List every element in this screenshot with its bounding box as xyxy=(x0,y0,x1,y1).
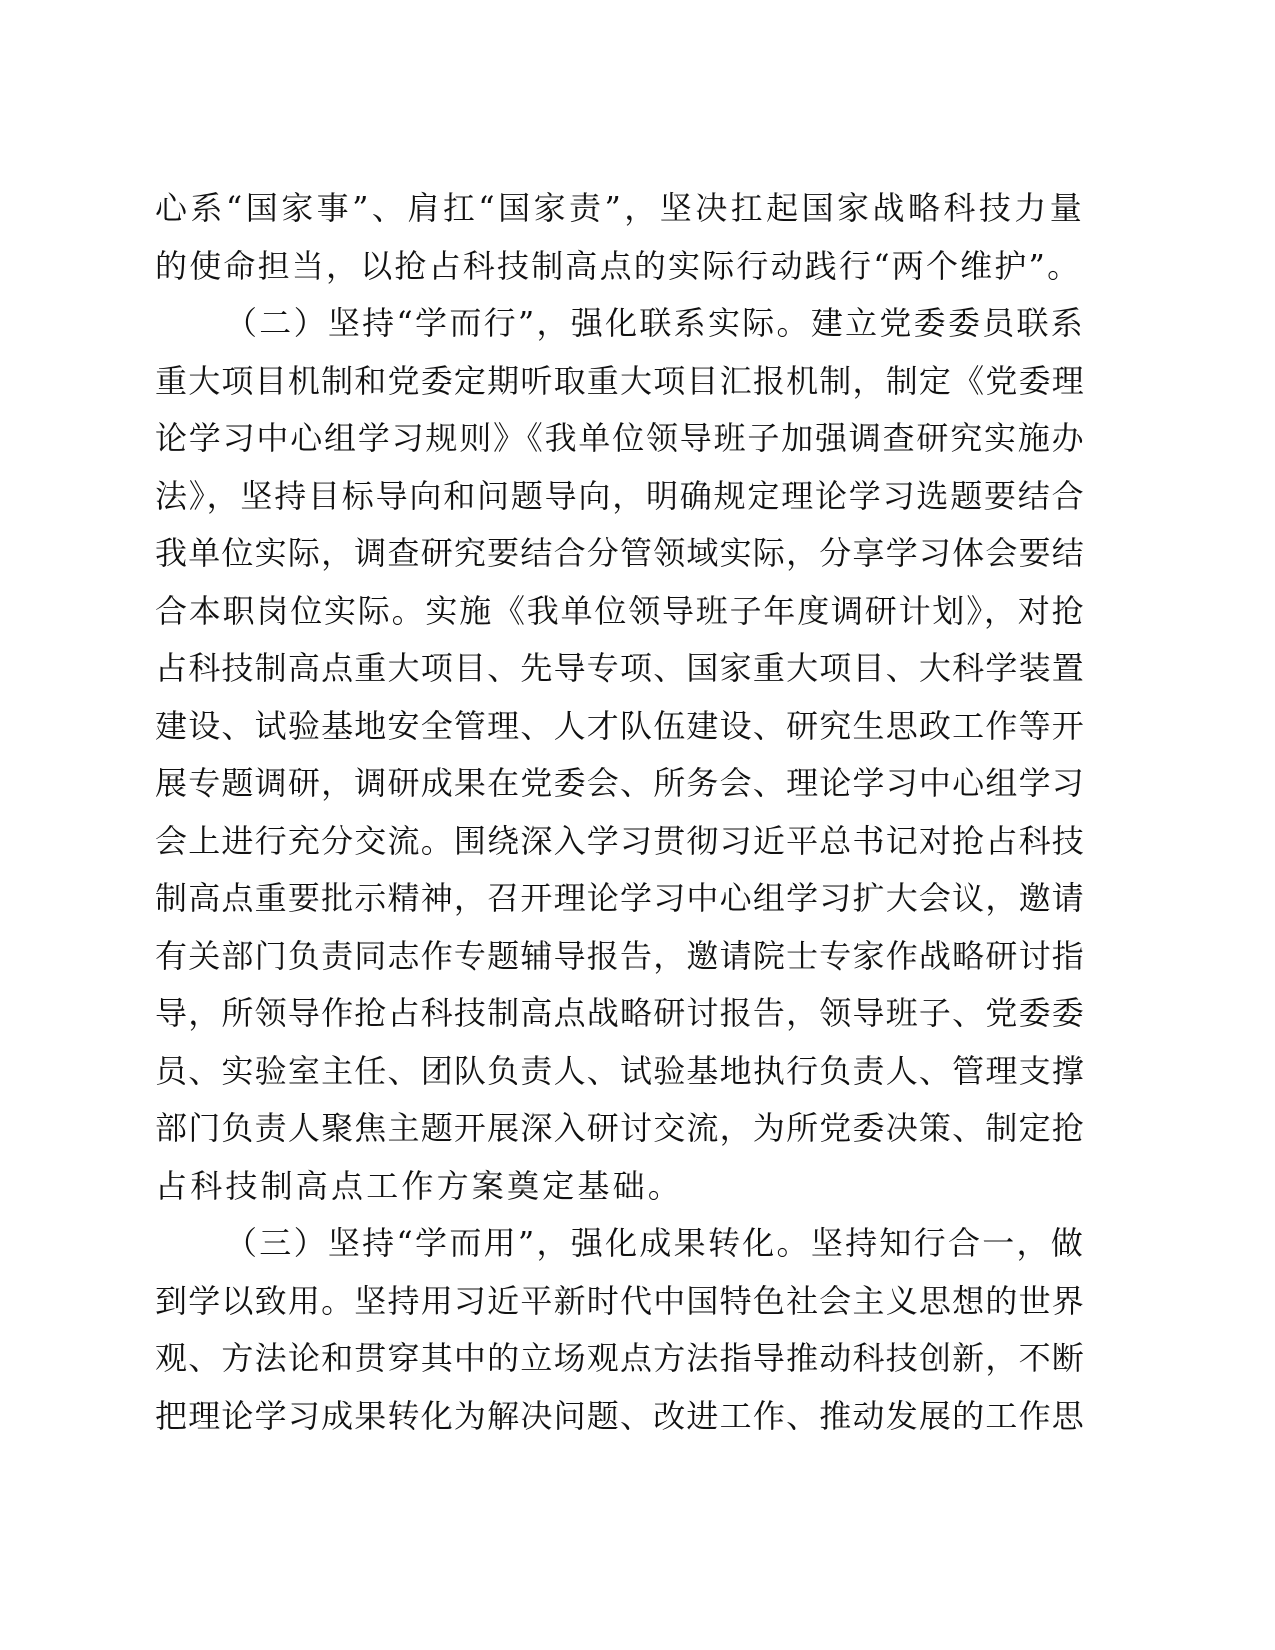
text-line: 员、实验室主任、团队负责人、试验基地执行负责人、管理支撑 xyxy=(155,1051,1085,1090)
text-line: 到学以致用。坚持用习近平新时代中国特色社会主义思想的世界 xyxy=(155,1281,1085,1320)
text-line: （三）坚持“学而用”，强化成果转化。坚持知行合一，做 xyxy=(225,1224,1085,1262)
text-line: 会上进行充分交流。围绕深入学习贯彻习近平总书记对抢占科技 xyxy=(155,821,1085,860)
text-line: 占科技制高点重大项目、先导专项、国家重大项目、大科学装置 xyxy=(155,649,1085,687)
text-line: 重大项目机制和党委定期听取重大项目汇报机制，制定《党委理 xyxy=(155,361,1085,400)
paragraph-1 xyxy=(155,180,1085,295)
text-line: 部门负责人聚焦主题开展深入研讨交流，为所党委决策、制定抢 xyxy=(155,1109,1085,1147)
text-line: 把理论学习成果转化为解决问题、改进工作、推动发展的工作思 xyxy=(155,1396,1085,1435)
text-line: 的使命担当，以抢占科技制高点的实际行动践行“两个维护”。 xyxy=(155,246,1082,285)
text-line: 我单位实际，调查研究要结合分管领域实际，分享学习体会要结 xyxy=(155,534,1085,572)
text-line: 占科技制高点工作方案奠定基础。 xyxy=(155,1166,684,1205)
text-line: 建设、试验基地安全管理、人才队伍建设、研究生思政工作等开 xyxy=(155,706,1085,745)
text-line: 有关部门负责同志作专题辅导报告，邀请院士专家作战略研讨指 xyxy=(155,936,1085,975)
paragraph-3 xyxy=(155,1215,1085,1445)
text-line: 合本职岗位实际。实施《我单位领导班子年度调研计划》，对抢 xyxy=(155,591,1086,630)
document-body xyxy=(155,180,1085,1445)
text-line: 心系“国家事”、肩扛“国家责”，坚决扛起国家战略科技力量 xyxy=(155,189,1085,227)
text-line: （二）坚持“学而行”，强化联系实际。建立党委委员联系 xyxy=(225,304,1085,342)
paragraph-2 xyxy=(155,295,1085,1215)
text-line: 论学习中心组学习规则》《我单位领导班子加强调查研究实施办 xyxy=(155,419,1086,457)
text-line: 制高点重要批示精神，召开理论学习中心组学习扩大会议，邀请 xyxy=(155,879,1085,917)
text-line: 展专题调研，调研成果在党委会、所务会、理论学习中心组学习 xyxy=(155,764,1085,802)
text-line: 导，所领导作抢占科技制高点战略研讨报告，领导班子、党委委 xyxy=(155,994,1085,1032)
text-line: 观、方法论和贯穿其中的立场观点方法指导推动科技创新，不断 xyxy=(155,1339,1085,1377)
text-line: 法》，坚持目标导向和问题导向，明确规定理论学习选题要结合 xyxy=(155,476,1086,515)
